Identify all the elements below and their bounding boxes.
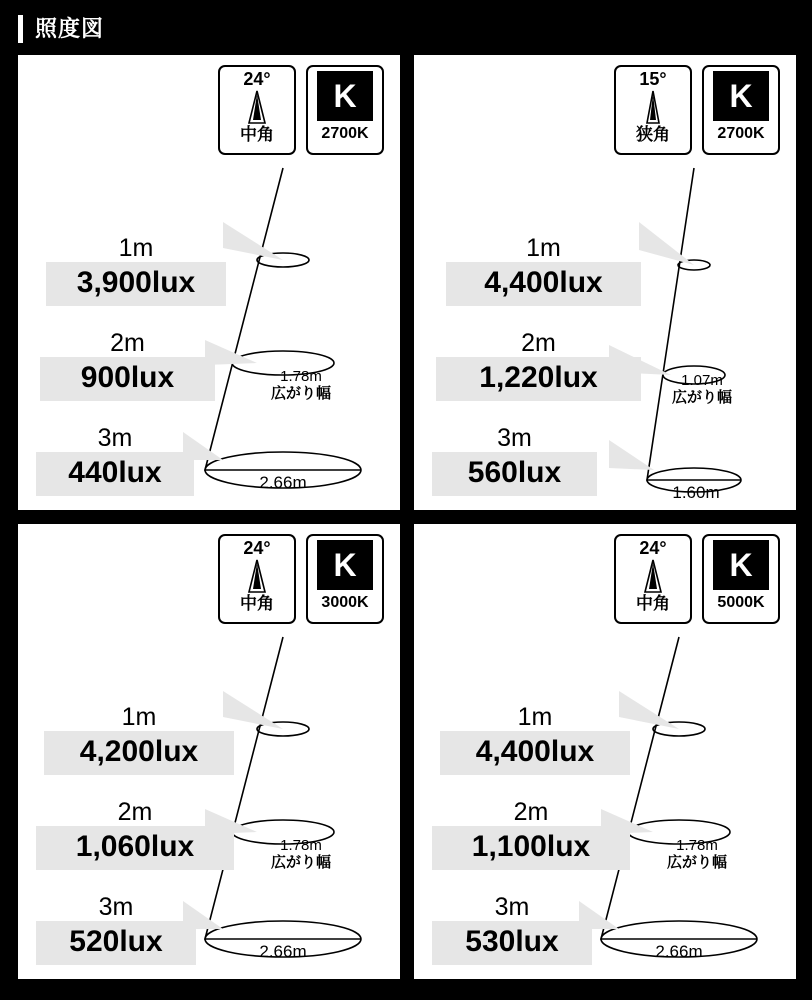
cone-angle-icon — [633, 558, 673, 594]
illuminance-panel — [18, 55, 400, 510]
beam-angle-label: 中角 — [240, 593, 274, 613]
mid-spread-label — [652, 373, 752, 406]
mid-spread-caption: 広がり幅 — [270, 384, 331, 402]
color-temperature-badge — [306, 65, 384, 155]
mid-spread-value: 1.78m — [676, 837, 718, 854]
lux-value: 1,220lux — [436, 357, 641, 401]
beam-angle-value: 24° — [639, 538, 667, 558]
lux-callout — [44, 704, 234, 775]
color-temperature-badge — [702, 65, 780, 155]
beam-angle-label: 中角 — [636, 593, 670, 613]
bottom-spread-value: 2.66m — [655, 942, 703, 961]
kelvin-symbol: K — [317, 540, 373, 590]
mid-spread-label — [642, 838, 752, 871]
mid-spread-caption: 広がり幅 — [270, 853, 331, 871]
lux-callout — [440, 704, 630, 775]
bottom-spread-value: 1.60m — [672, 483, 720, 502]
beam-angle-value: 15° — [639, 69, 667, 89]
badge-group — [614, 65, 780, 155]
kelvin-value: 2700K — [717, 125, 765, 142]
bottom-spread-value: 2.66m — [259, 942, 307, 961]
lux-callout — [36, 425, 194, 496]
cone-angle-icon — [237, 89, 277, 125]
beam-angle-badge — [614, 534, 692, 624]
lux-value: 900lux — [40, 357, 215, 401]
page-title: 照度図 — [35, 16, 105, 41]
color-temperature-badge — [306, 534, 384, 624]
beam-angle-label: 中角 — [240, 124, 274, 144]
lux-distance: 1m — [526, 234, 561, 262]
lux-value: 1,060lux — [36, 826, 234, 870]
bottom-spread-value: 2.66m — [259, 473, 307, 492]
lux-distance: 3m — [97, 424, 133, 452]
lux-distance: 2m — [521, 329, 556, 357]
mid-spread-label — [246, 838, 356, 871]
lux-value: 3,900lux — [46, 262, 226, 306]
kelvin-symbol: K — [317, 71, 373, 121]
lux-distance: 2m — [117, 798, 153, 826]
lux-value: 4,400lux — [446, 262, 641, 306]
cone-angle-icon — [237, 558, 277, 594]
panel-grid — [18, 55, 798, 985]
lux-distance: 3m — [494, 893, 530, 921]
cone-angle-icon — [633, 89, 673, 125]
beam-angle-label: 狭角 — [636, 124, 670, 144]
illuminance-panel — [414, 524, 796, 979]
lux-distance: 2m — [110, 329, 145, 357]
beam-angle-badge — [218, 534, 296, 624]
mid-spread-value: 1.07m — [681, 372, 723, 389]
mid-spread-value: 1.78m — [280, 837, 322, 854]
page-header — [18, 12, 104, 46]
lux-callout — [446, 235, 641, 306]
lux-distance: 3m — [497, 424, 532, 452]
lux-distance: 1m — [121, 703, 157, 731]
badge-group — [614, 534, 780, 624]
lux-value: 560lux — [432, 452, 597, 496]
lux-distance: 3m — [98, 893, 134, 921]
beam-angle-value: 24° — [243, 69, 271, 89]
kelvin-value: 2700K — [321, 125, 369, 142]
beam-angle-value: 24° — [243, 538, 271, 558]
lux-distance: 2m — [513, 798, 549, 826]
mid-spread-label — [246, 369, 356, 402]
kelvin-value: 3000K — [321, 594, 369, 611]
lux-callout — [436, 330, 641, 401]
color-temperature-badge — [702, 534, 780, 624]
lux-value: 4,400lux — [440, 731, 630, 775]
lux-value: 4,200lux — [44, 731, 234, 775]
illuminance-panel — [414, 55, 796, 510]
lux-distance: 1m — [517, 703, 553, 731]
illuminance-panel — [18, 524, 400, 979]
lux-value: 1,100lux — [432, 826, 630, 870]
lux-callout — [432, 425, 597, 496]
lux-callout — [432, 894, 592, 965]
lux-value: 440lux — [36, 452, 194, 496]
lux-callout — [46, 235, 226, 306]
kelvin-value: 5000K — [717, 594, 765, 611]
lux-callout — [36, 894, 196, 965]
badge-group — [218, 65, 384, 155]
mid-spread-value: 1.78m — [280, 368, 322, 385]
header-accent-bar — [18, 15, 23, 43]
beam-angle-badge — [218, 65, 296, 155]
beam-angle-badge — [614, 65, 692, 155]
lux-value: 520lux — [36, 921, 196, 965]
lux-callout — [40, 330, 215, 401]
mid-spread-caption: 広がり幅 — [666, 853, 727, 871]
lux-distance: 1m — [118, 234, 154, 262]
lux-value: 530lux — [432, 921, 592, 965]
mid-spread-caption: 広がり幅 — [671, 388, 732, 406]
badge-group — [218, 534, 384, 624]
kelvin-symbol: K — [713, 71, 769, 121]
lux-callout — [36, 799, 234, 870]
kelvin-symbol: K — [713, 540, 769, 590]
lux-callout — [432, 799, 630, 870]
